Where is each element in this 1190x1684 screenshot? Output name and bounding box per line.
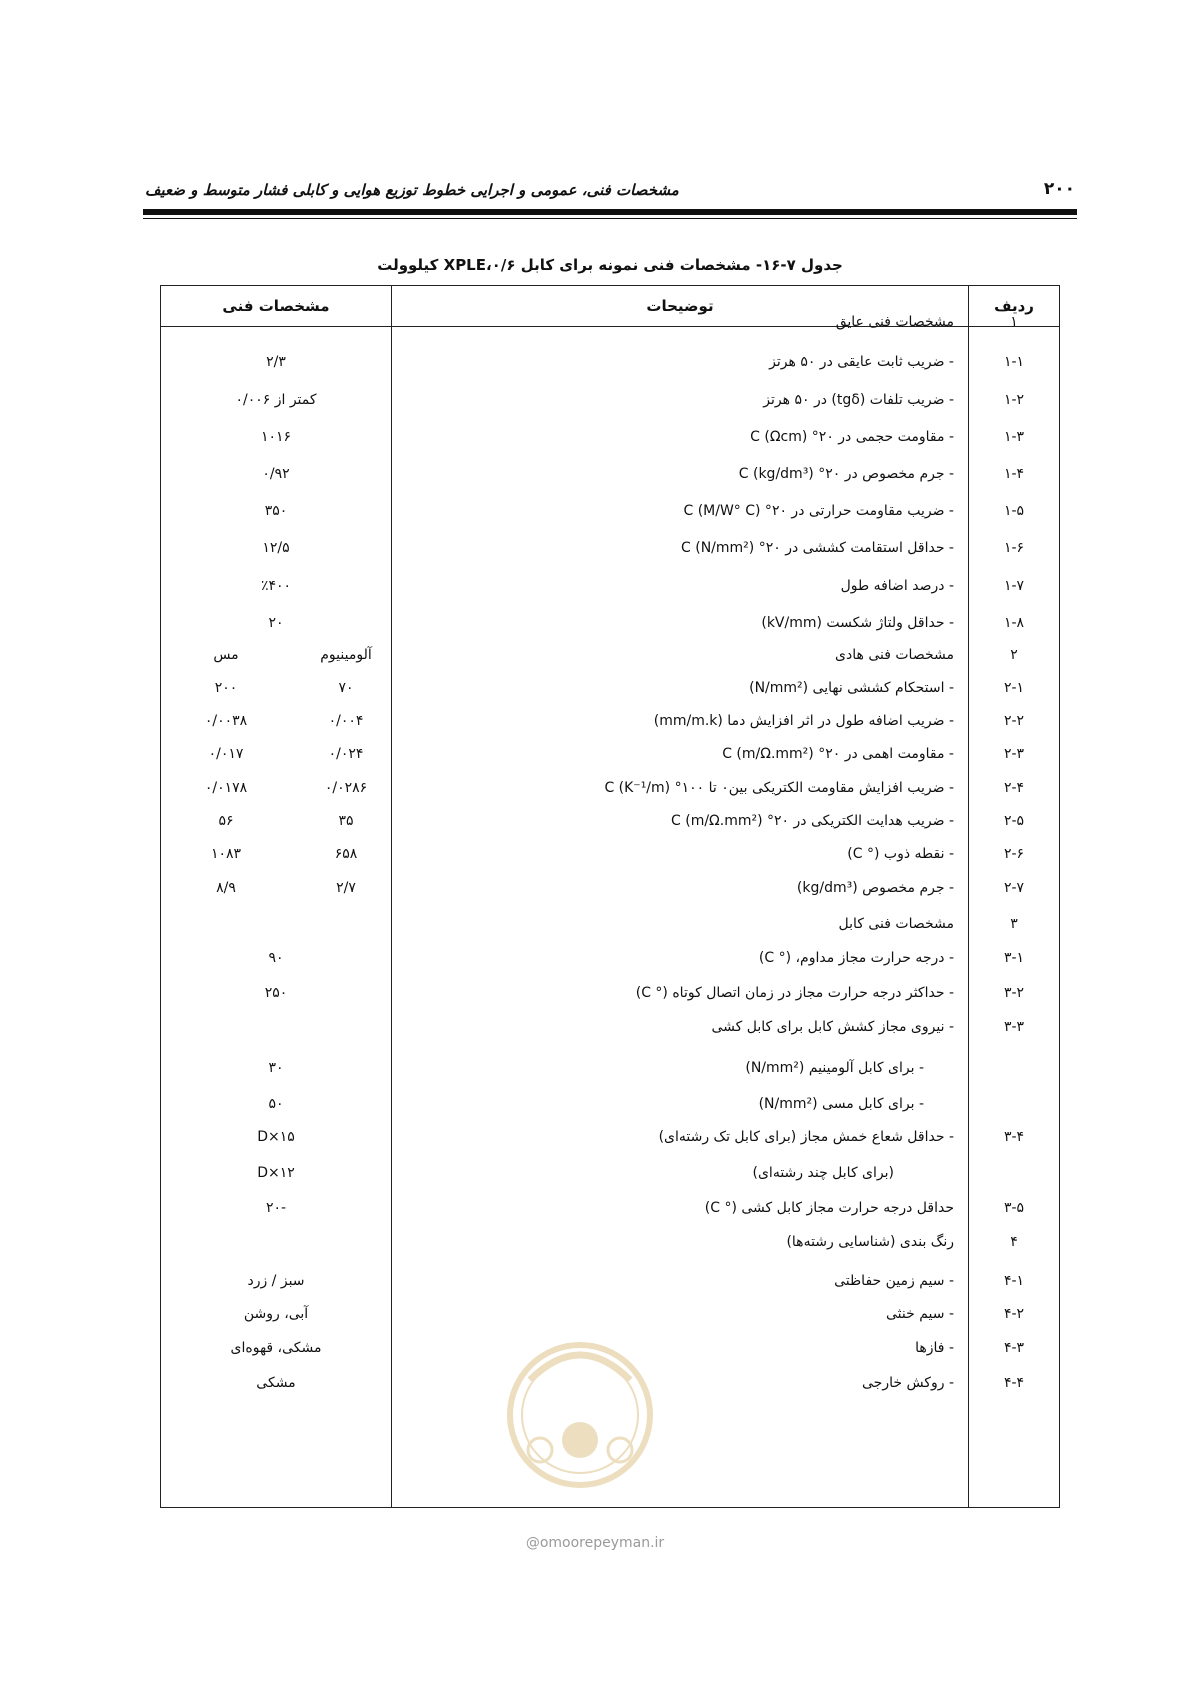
copper-value: مس (213, 647, 239, 663)
spec-value: ۳۰ (268, 1060, 284, 1076)
spec-value: مشکی (256, 1375, 296, 1391)
spec-value: ۱۲×D (257, 1165, 295, 1181)
row-number: ۲-۳ (1003, 746, 1025, 762)
spec-value: سبز / زرد (247, 1273, 305, 1289)
row-description: - فازها (915, 1340, 954, 1356)
row-number: ۳ (1010, 916, 1018, 932)
spec-value: ۱۰۱۶ (260, 429, 292, 445)
row-description: حداقل درجه حرارت مجاز کابل کشی (° C) (704, 1200, 954, 1216)
row-number: ۱-۸ (1003, 615, 1025, 631)
row-number: ۴-۱ (1003, 1273, 1025, 1289)
row-number: ۲ (1010, 647, 1018, 663)
row-number: ۲-۷ (1003, 880, 1025, 896)
row-description: - مقاومت حجمی در ۲۰° C (Ωcm) (750, 429, 954, 445)
row-number: ۳-۵ (1003, 1200, 1025, 1216)
row-number: ۲-۱ (1003, 680, 1025, 696)
row-description: - حداقل ولتاژ شکست (kV/mm) (761, 615, 954, 631)
spec-value: ۲۰ (268, 615, 284, 631)
copper-value: ۲۰۰ (214, 680, 238, 696)
aluminium-value: ۷۰ (338, 680, 354, 696)
row-description: - درجه حرارت مجاز مداوم، (° C) (758, 950, 954, 966)
aluminium-value: ۰/۰۰۴ (328, 713, 364, 729)
copper-value: ۸/۹ (216, 880, 236, 896)
row-number: ۱-۶ (1003, 540, 1025, 556)
page-header (145, 175, 1075, 205)
spec-value: ۲۵۰ (264, 985, 288, 1001)
row-number: ۴-۲ (1003, 1306, 1025, 1322)
row-number: ۱ (1010, 314, 1018, 330)
row-description: (برای کابل چند رشته‌ای) (752, 1165, 894, 1181)
aluminium-value: ۰/۰۲۴ (328, 746, 364, 762)
header-description: توضیحات (646, 297, 714, 315)
row-description: - ضریب هدایت الکتریکی در ۲۰° C (m/Ω.mm²) (671, 813, 954, 829)
page-number: ۲۰۰ (1043, 179, 1075, 199)
row-number: ۲-۴ (1003, 780, 1025, 796)
row-number: ۱-۱ (1003, 354, 1025, 370)
spec-value: ۵۰ (268, 1096, 284, 1112)
spec-value: ۳۵۰ (264, 503, 288, 519)
row-description: مشخصات فنی هادی (835, 647, 954, 663)
row-number: ۲-۵ (1003, 813, 1025, 829)
row-number: ۱-۴ (1003, 466, 1025, 482)
row-description: - حداقل شعاع خمش مجاز (برای کابل تک رشته‌ای) (658, 1129, 954, 1145)
spec-value: کمتر از ۰/۰۰۶ (235, 392, 317, 408)
header-row-number: ردیف (994, 297, 1034, 315)
company-seal-watermark (500, 1320, 660, 1510)
website-footer: @omoorepeyman.ir (525, 1535, 665, 1551)
row-description: - نیروی مجاز کشش کابل برای کابل کشی (711, 1019, 954, 1035)
row-description: - سیم زمین حفاظتی (834, 1273, 954, 1289)
row-number: ۱-۳ (1003, 429, 1025, 445)
spec-value: -۲۰ (265, 1200, 287, 1216)
row-description: - ضریب مقاومت حرارتی در ۲۰° C (M/W° C) (683, 503, 954, 519)
spec-value: ۱۲/۵ (262, 540, 290, 556)
row-description: - درصد اضافه طول (840, 578, 954, 594)
copper-value: ۱۰۸۳ (210, 846, 242, 862)
row-number: ۴-۳ (1003, 1340, 1025, 1356)
row-description: - ضریب افزایش مقاومت الکتریکی بین۰ تا ۱۰۰° C (K⁻¹/m) (604, 780, 954, 796)
row-description: - برای کابل آلومینیم (N/mm²) (745, 1060, 924, 1076)
row-description: - سیم خنثی (886, 1306, 954, 1322)
aluminium-value: آلومینیوم (320, 647, 372, 663)
table-caption: جدول ۷-۱۶- مشخصات فنی نمونه برای کابل XPLE،۰/۶ کیلوولت (377, 256, 843, 274)
row-number: ۳-۳ (1003, 1019, 1025, 1035)
header-rule-thin (143, 218, 1077, 219)
row-description: رنگ بندی (شناسایی رشته‌ها) (786, 1234, 954, 1250)
spec-value: ۹۰ (268, 950, 284, 966)
row-description: - ضریب تلفات (tgδ) در ۵۰ هرتز (763, 392, 954, 408)
aluminium-value: ۰/۰۲۸۶ (324, 780, 368, 796)
row-description: - حداقل استقامت کششی در ۲۰° C (N/mm²) (681, 540, 954, 556)
row-number: ۲-۲ (1003, 713, 1025, 729)
row-number: ۳-۲ (1003, 985, 1025, 1001)
row-description: - نقطه ذوب (° C) (847, 846, 954, 862)
row-description: - ضریب ثابت عایقی در ۵۰ هرتز (769, 354, 954, 370)
row-description: - جرم مخصوص (kg/dm³) (796, 880, 954, 896)
header-rule-thick (143, 209, 1077, 215)
row-description: مشخصات فنی عایق (835, 314, 954, 330)
row-description: - استحکام کششی نهایی (N/mm²) (749, 680, 954, 696)
row-description: - مقاومت اهمی در ۲۰° C (m/Ω.mm²) (722, 746, 954, 762)
spec-value: ۰/۹۲ (262, 466, 290, 482)
row-description: مشخصات فنی کابل (838, 916, 954, 932)
copper-value: ۵۶ (218, 813, 234, 829)
row-number: ۴-۴ (1003, 1375, 1025, 1391)
row-number: ۴ (1010, 1234, 1018, 1250)
header-spec: مشخصات فنی (222, 297, 330, 315)
row-number: ۱-۷ (1003, 578, 1025, 594)
row-number: ۳-۱ (1003, 950, 1025, 966)
spec-value: ۱۵×D (257, 1129, 295, 1145)
row-number: ۲-۶ (1003, 846, 1025, 862)
copper-value: ۰/۰۰۳۸ (204, 713, 248, 729)
row-number: ۱-۵ (1003, 503, 1025, 519)
row-number: ۱-۲ (1003, 392, 1025, 408)
spec-value: ٪۴۰۰ (260, 578, 292, 594)
column-divider (391, 286, 392, 1507)
spec-value: آبی، روشن (243, 1306, 309, 1322)
row-description: - جرم مخصوص در ۲۰° C (kg/dm³) (738, 466, 954, 482)
row-description: - روکش خارجی (862, 1375, 954, 1391)
row-description: - ضریب اضافه طول در اثر افزایش دما (mm/m.k) (653, 713, 954, 729)
copper-value: ۰/۰۱۷ (208, 746, 244, 762)
aluminium-value: ۶۵۸ (334, 846, 358, 862)
row-description: - حداکثر درجه حرارت مجاز در زمان اتصال کوتاه (° C) (635, 985, 954, 1001)
aluminium-value: ۲/۷ (336, 880, 356, 896)
copper-value: ۰/۰۱۷۸ (204, 780, 248, 796)
aluminium-value: ۳۵ (338, 813, 354, 829)
spec-value: مشکی، قهوه‌ای (230, 1340, 322, 1356)
spec-value: ۲/۳ (266, 354, 286, 370)
row-number: ۳-۴ (1003, 1129, 1025, 1145)
book-title: مشخصات فنی، عمومی و اجرایی خطوط توزیع هوایی و کابلی فشار متوسط و ضعیف (145, 181, 679, 199)
row-description: - برای کابل مسی (N/mm²) (758, 1096, 924, 1112)
